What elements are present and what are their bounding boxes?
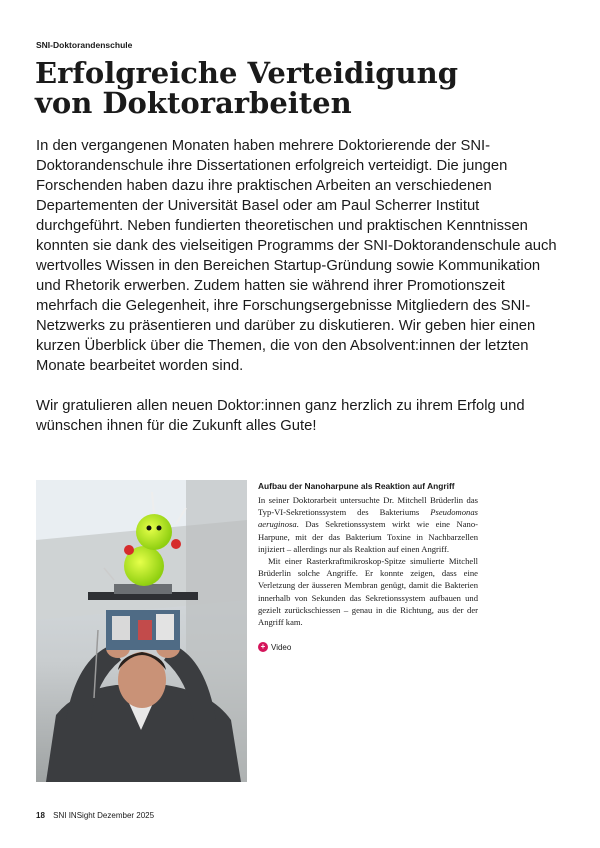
page-title <box>35 58 515 118</box>
portrait-photo <box>36 480 247 782</box>
article-caption <box>258 481 478 654</box>
intro-text <box>36 136 568 456</box>
page-number: 18 <box>36 811 45 820</box>
article-text: In seiner Doktorarbeit untersuchte Dr. Mitchell Brüderlin das Typ-VI-Sekretionssystem des Bakteriums <box>258 495 478 518</box>
article-paragraph: Mit einer Rasterkraftmikroskop-Spitze simulierte Mitchell Brüderlin solche Angriffe. Er konnte zeigen, dass eine Verletzung der äusseren Membran genügt, damit die Bakterien innerhalb von Sekunden das Sekretionssystem aufbauen und gezielt zurückschiessen – genau in die Richtung, aus der der Angriff kam. <box>258 556 478 628</box>
intro-paragraph: In den vergangenen Monaten haben mehrere Doktorierende der SNI-Doktorandenschule ihre Dissertationen erfolgreich verteidigt. Die jungen Forschenden haben dazu ihre praktischen Arbeiten an verschiedenen Departementen der Universität Basel oder am Paul Scherrer Institut durchgeführt. Neben fundierten theoretischen und praktischen Kenntnissen konnten sie dank des vielseitigen Programms der SNI-Doktorandenschule auch wertvolles Wissen in den Bereichen Startup-Gründung sowie Kommunikation und Rhetorik erwerben. Zudem hatten sie während ihrer Promotionszeit mehrfach die Gelegenheit, ihre Forschungsergebnisse Mitgliedern des SNI-Netzwerks zu präsentieren und darüber zu diskutieren. Wir geben hier einen kurzen Überblick über die Themen, die von den Absolvent:innen der letzten Monate bearbeitet worden sind. <box>36 138 557 374</box>
video-label: Video <box>271 642 292 652</box>
species-name: Pseudomonas aeruginosa <box>258 507 478 530</box>
section-kicker: SNI-Doktorandenschule <box>36 40 133 50</box>
article-heading: Aufbau der Nanoharpune als Reaktion auf Angriff <box>258 481 455 491</box>
intro-paragraph: Wir gratulieren allen neuen Doktor:innen ganz herzlich zu ihrem Erfolg und wünschen ihnen für die Zukunft alles Gute! <box>36 398 525 434</box>
title-line-2: von Doktorarbeiten <box>35 86 352 120</box>
play-icon: + <box>258 642 268 652</box>
article-text: . Das Sekretionssystem wirkt wie eine Nano-Harpune, mit der das Bakterium Toxine in Nachbarzellen injiziert – allerdings nur als Reaktion auf einen Angriff. <box>258 519 478 554</box>
article-paragraph <box>258 494 478 555</box>
title-line-1: Erfolgreiche Verteidigung <box>35 56 458 90</box>
page-footer <box>36 811 154 820</box>
publication-name: SNI INSight Dezember 2025 <box>53 811 155 820</box>
video-link[interactable] <box>258 642 291 652</box>
